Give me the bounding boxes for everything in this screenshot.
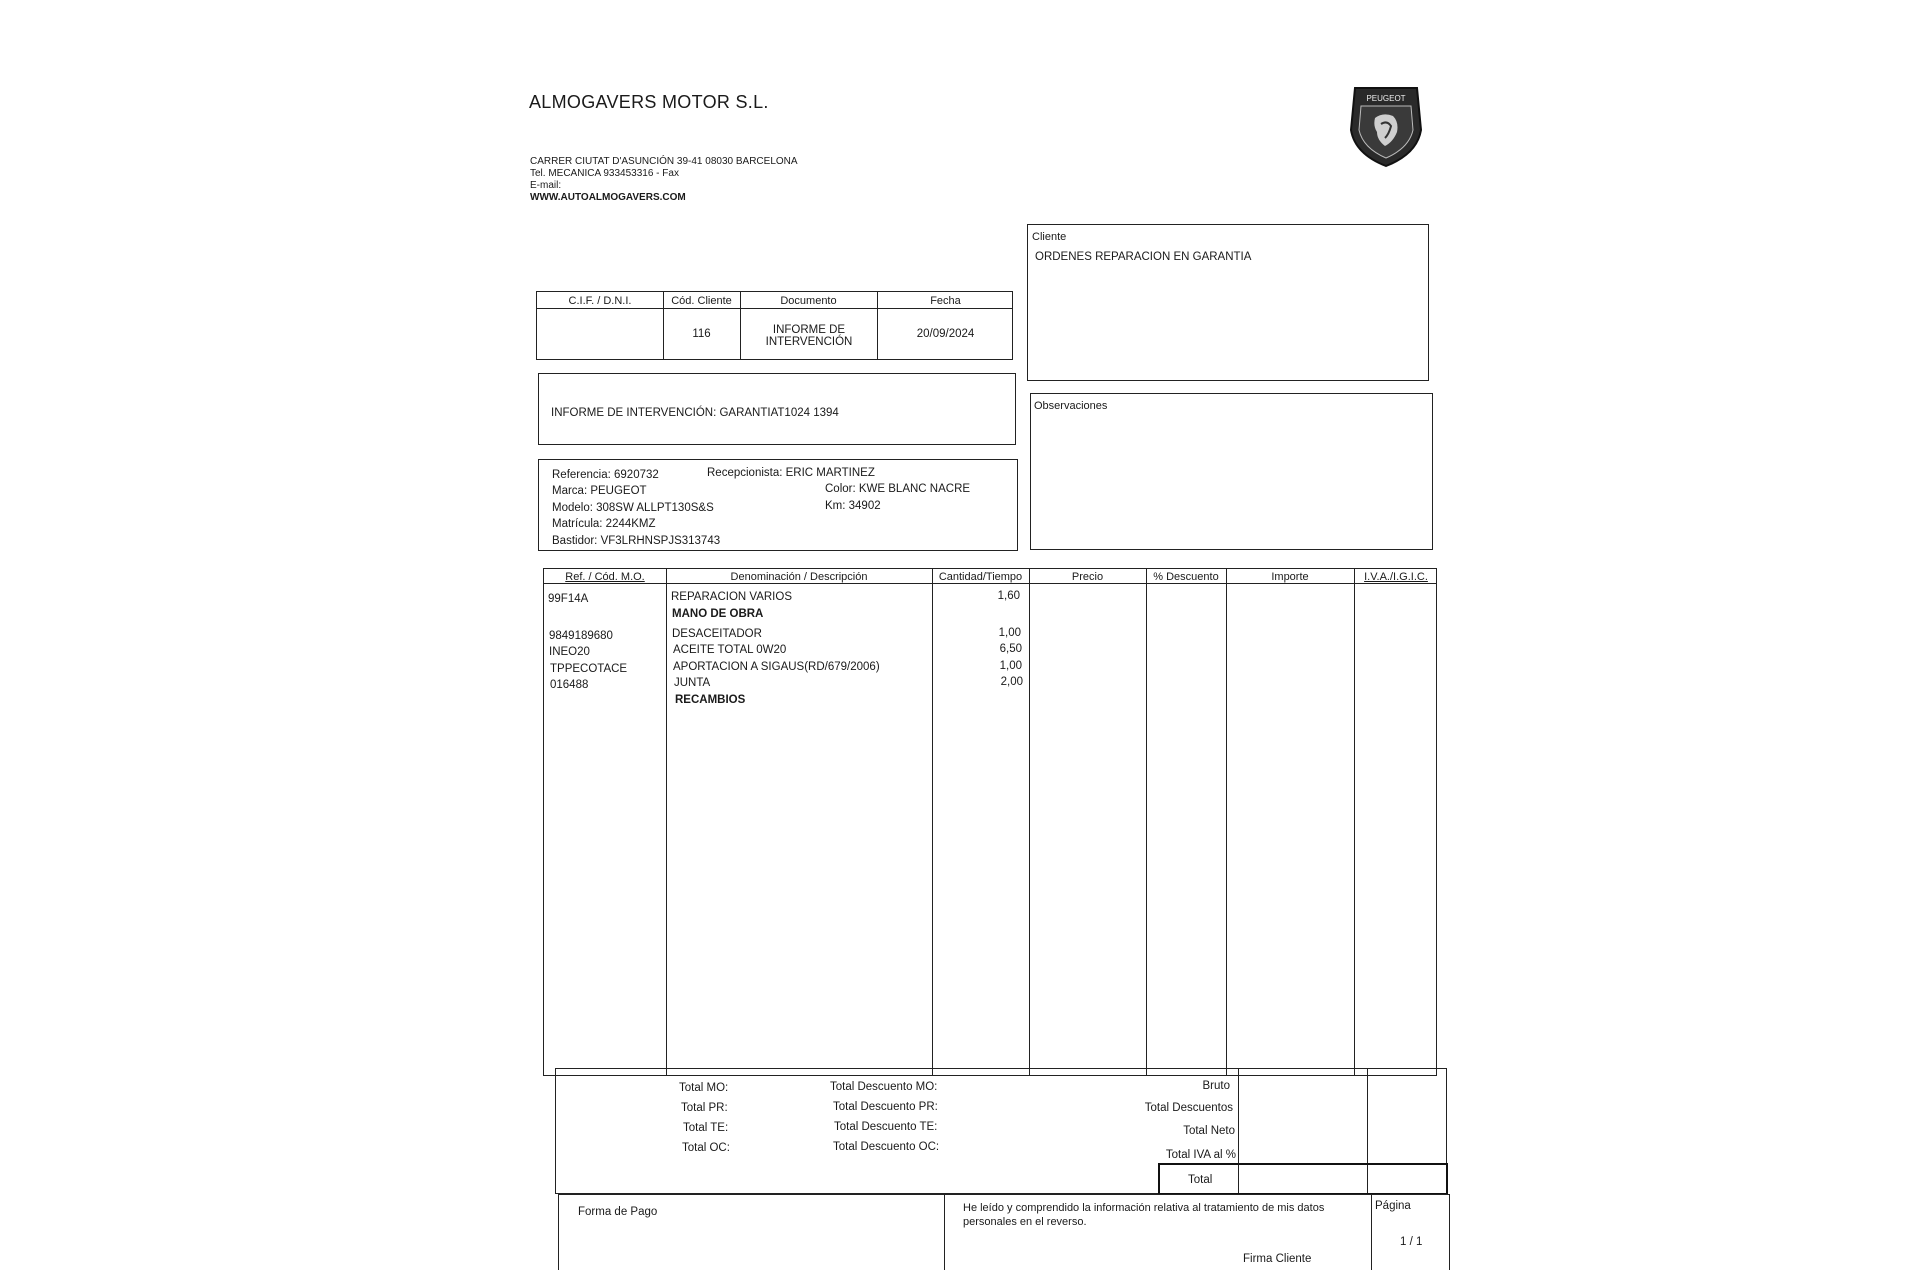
total-discounts-label: Total Descuentos [1144, 1102, 1233, 1114]
item-row-0-desc: REPARACION VARIOS [671, 591, 792, 603]
document-info-table [536, 291, 1013, 360]
total-discount-oc-label: Total Descuento OC: [833, 1141, 940, 1153]
client-value: ORDENES REPARACION EN GARANTIA [1035, 251, 1252, 263]
page-label: Página [1375, 1200, 1411, 1212]
signature-label: Firma Cliente [1243, 1253, 1312, 1265]
company-name: ALMOGAVERS MOTOR S.L. [529, 92, 769, 112]
vehicle-modelo: Modelo: 308SW ALLPT130S&S [552, 502, 714, 514]
client-label: Cliente [1032, 231, 1067, 243]
logo-text: PEUGEOT [1366, 94, 1406, 103]
total-mo-label: Total MO: [679, 1082, 729, 1094]
vehicle-color: Color: KWE BLANC NACRE [825, 483, 971, 495]
client-box [1027, 224, 1429, 381]
item-row-3-ref: INEO20 [549, 646, 590, 658]
item-row-3-qty: 6,50 [999, 643, 1022, 655]
header-date: Fecha [930, 295, 961, 307]
item-row-0-ref: 99F14A [548, 593, 589, 605]
report-title: INFORME DE INTERVENCIÓN: GARANTIAT1024 1394 [551, 407, 839, 419]
vehicle-km: Km: 34902 [825, 500, 881, 512]
total-discount-mo-label: Total Descuento MO: [830, 1081, 938, 1093]
header-document: Documento [780, 295, 837, 307]
item-row-0-qty: 1,60 [997, 590, 1020, 602]
vehicle-box [538, 459, 1018, 551]
col-header-vat: I.V.A./I.G.I.C. [1364, 571, 1428, 583]
report-box [538, 373, 1016, 445]
total-discount-pr-label: Total Descuento PR: [833, 1101, 938, 1113]
vehicle-matricula: Matrícula: 2244KMZ [552, 518, 656, 530]
observations-label: Observaciones [1034, 400, 1108, 412]
item-row-5-qty: 2,00 [1000, 676, 1023, 688]
item-row-4-qty: 1,00 [999, 660, 1022, 672]
item-row-5-ref: 016488 [550, 679, 589, 691]
total-discount-te-label: Total Descuento TE: [834, 1121, 938, 1133]
payment-method-label: Forma de Pago [578, 1206, 658, 1218]
value-document: INFORME DE INTERVENCIÓN [765, 324, 853, 348]
total-te-label: Total TE: [683, 1122, 729, 1134]
value-client-code: 116 [692, 328, 711, 340]
gross-label: Bruto [1202, 1080, 1230, 1092]
item-row-4-desc: APORTACION A SIGAUS(RD/679/2006) [673, 661, 880, 673]
company-address: CARRER CIUTAT D'ASUNCIÓN 39-41 08030 BARCELONA [530, 156, 798, 167]
item-row-5-desc: JUNTA [674, 677, 711, 689]
vehicle-bastidor: Bastidor: VF3LRHNSPJS313743 [552, 535, 721, 547]
company-email: E-mail: [530, 180, 562, 191]
total-pr-label: Total PR: [681, 1102, 728, 1114]
observations-box [1030, 393, 1433, 550]
col-header-desc: Denominación / Descripción [730, 571, 868, 583]
total-vat-label: Total IVA al % [1165, 1149, 1236, 1161]
col-header-ref: Ref. / Cód. M.O. [565, 571, 645, 583]
company-phone: Tel. MECANICA 933453316 - Fax [530, 168, 679, 179]
item-row-1-desc: MANO DE OBRA [672, 608, 764, 620]
col-header-qty: Cantidad/Tiempo [938, 571, 1023, 583]
privacy-notice-line2: personales en el reverso. [963, 1216, 1087, 1228]
item-row-2-desc: DESACEITADOR [672, 628, 762, 640]
peugeot-logo-icon [1347, 84, 1425, 168]
col-header-amount: Importe [1271, 571, 1309, 583]
vehicle-marca: Marca: PEUGEOT [552, 485, 647, 497]
total-oc-label: Total OC: [682, 1142, 730, 1154]
col-header-price: Precio [1071, 571, 1104, 583]
privacy-notice-line1: He leído y comprendido la información relativa al tratamiento de mis datos [963, 1202, 1325, 1214]
item-row-2-qty: 1,00 [998, 627, 1021, 639]
item-row-2-ref: 9849189680 [549, 630, 613, 642]
header-cif: C.I.F. / D.N.I. [568, 295, 632, 307]
item-row-4-ref: TPPECOTACE [550, 663, 628, 675]
vehicle-referencia: Referencia: 6920732 [552, 469, 659, 481]
item-row-6-desc: RECAMBIOS [675, 694, 746, 706]
item-row-3-desc: ACEITE TOTAL 0W20 [673, 644, 787, 656]
header-client-code: Cód. Cliente [671, 295, 732, 307]
grand-total-label: Total [1188, 1174, 1213, 1186]
page-number: 1 / 1 [1400, 1236, 1423, 1248]
company-website: WWW.AUTOALMOGAVERS.COM [530, 192, 686, 203]
vehicle-recepcionista: Recepcionista: ERIC MARTINEZ [707, 467, 875, 479]
value-date: 20/09/2024 [916, 328, 975, 340]
col-header-discount: % Descuento [1153, 571, 1219, 583]
total-net-label: Total Neto [1183, 1125, 1235, 1137]
